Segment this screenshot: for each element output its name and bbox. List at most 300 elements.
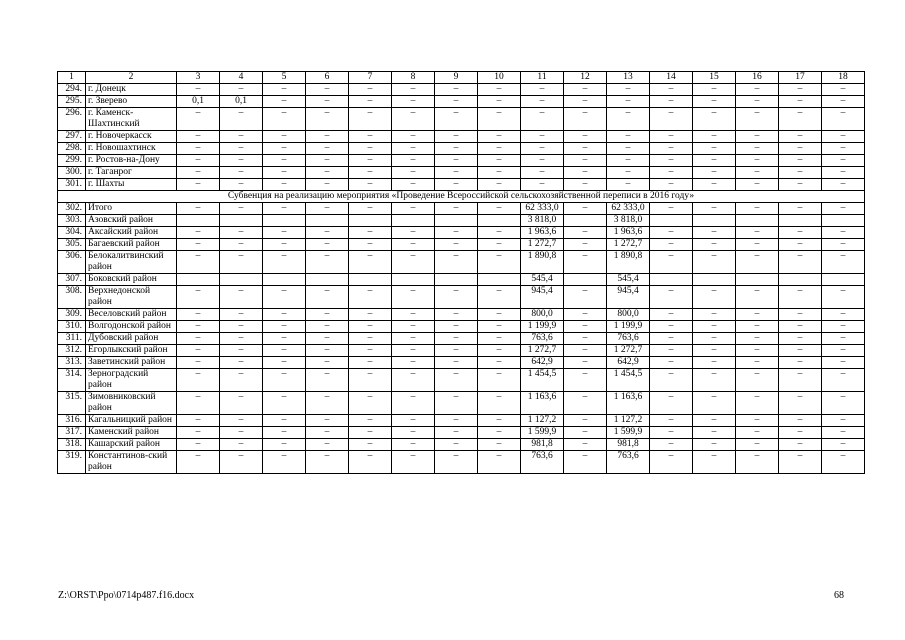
value-cell: – bbox=[478, 392, 521, 415]
row-name: Константинов-ский район bbox=[86, 451, 177, 474]
table-row bbox=[58, 155, 865, 167]
value-cell: – bbox=[392, 203, 435, 215]
value-cell: – bbox=[478, 427, 521, 439]
value-cell: – bbox=[779, 392, 822, 415]
value-cell: – bbox=[263, 392, 306, 415]
value-cell: 3 818,0 bbox=[607, 215, 650, 227]
row-number: 297. bbox=[58, 131, 86, 143]
value-cell: 763,6 bbox=[607, 333, 650, 345]
value-cell bbox=[564, 215, 607, 227]
value-cell: – bbox=[822, 415, 865, 427]
table-row bbox=[58, 286, 865, 309]
value-cell bbox=[736, 215, 779, 227]
value-cell: – bbox=[435, 392, 478, 415]
value-cell: – bbox=[306, 239, 349, 251]
value-cell: – bbox=[220, 239, 263, 251]
table-row bbox=[58, 333, 865, 345]
value-cell: – bbox=[564, 239, 607, 251]
value-cell: – bbox=[435, 345, 478, 357]
row-number: 316. bbox=[58, 415, 86, 427]
value-cell: – bbox=[693, 427, 736, 439]
value-cell: – bbox=[478, 143, 521, 155]
value-cell bbox=[650, 215, 693, 227]
column-header: 11 bbox=[521, 72, 564, 84]
value-cell: – bbox=[564, 155, 607, 167]
value-cell: 1 599,9 bbox=[607, 427, 650, 439]
row-number: 311. bbox=[58, 333, 86, 345]
value-cell: – bbox=[263, 345, 306, 357]
value-cell: – bbox=[177, 427, 220, 439]
value-cell: – bbox=[392, 392, 435, 415]
value-cell: 1 272,7 bbox=[607, 345, 650, 357]
value-cell: 1 272,7 bbox=[521, 345, 564, 357]
value-cell: – bbox=[263, 84, 306, 96]
value-cell: – bbox=[478, 309, 521, 321]
table-row bbox=[58, 131, 865, 143]
value-cell: – bbox=[564, 333, 607, 345]
value-cell: – bbox=[779, 227, 822, 239]
value-cell: – bbox=[478, 321, 521, 333]
value-cell: – bbox=[693, 369, 736, 392]
value-cell: – bbox=[306, 309, 349, 321]
value-cell: – bbox=[220, 439, 263, 451]
value-cell: – bbox=[650, 143, 693, 155]
value-cell: – bbox=[779, 439, 822, 451]
value-cell: – bbox=[349, 155, 392, 167]
table-row bbox=[58, 309, 865, 321]
value-cell: – bbox=[177, 227, 220, 239]
column-header: 8 bbox=[392, 72, 435, 84]
value-cell: – bbox=[693, 333, 736, 345]
row-number: 313. bbox=[58, 357, 86, 369]
row-name: г. Ростов-на-Дону bbox=[86, 155, 177, 167]
table-row bbox=[58, 415, 865, 427]
value-cell: – bbox=[650, 357, 693, 369]
value-cell: – bbox=[220, 167, 263, 179]
value-cell: – bbox=[220, 415, 263, 427]
column-header: 18 bbox=[822, 72, 865, 84]
value-cell: – bbox=[478, 167, 521, 179]
value-cell: – bbox=[564, 415, 607, 427]
column-header: 12 bbox=[564, 72, 607, 84]
row-number: 294. bbox=[58, 84, 86, 96]
value-cell: – bbox=[736, 321, 779, 333]
value-cell: – bbox=[263, 143, 306, 155]
value-cell: – bbox=[736, 167, 779, 179]
value-cell: – bbox=[736, 179, 779, 191]
value-cell: – bbox=[607, 155, 650, 167]
value-cell: 800,0 bbox=[607, 309, 650, 321]
row-number: 296. bbox=[58, 108, 86, 131]
value-cell: – bbox=[478, 155, 521, 167]
value-cell bbox=[392, 215, 435, 227]
value-cell: – bbox=[263, 179, 306, 191]
value-cell: – bbox=[564, 345, 607, 357]
value-cell: – bbox=[779, 309, 822, 321]
value-cell: – bbox=[779, 369, 822, 392]
value-cell bbox=[435, 215, 478, 227]
value-cell: – bbox=[220, 131, 263, 143]
value-cell: – bbox=[736, 309, 779, 321]
value-cell: – bbox=[564, 84, 607, 96]
value-cell: – bbox=[392, 439, 435, 451]
value-cell: – bbox=[736, 239, 779, 251]
value-cell: – bbox=[650, 415, 693, 427]
value-cell bbox=[177, 215, 220, 227]
value-cell: – bbox=[220, 333, 263, 345]
value-cell: 3 818,0 bbox=[521, 215, 564, 227]
row-number: 317. bbox=[58, 427, 86, 439]
value-cell: – bbox=[435, 227, 478, 239]
value-cell: – bbox=[435, 179, 478, 191]
column-header: 15 bbox=[693, 72, 736, 84]
value-cell: – bbox=[736, 415, 779, 427]
value-cell: 642,9 bbox=[607, 357, 650, 369]
value-cell: – bbox=[435, 357, 478, 369]
value-cell: – bbox=[177, 131, 220, 143]
value-cell: 1 199,9 bbox=[607, 321, 650, 333]
value-cell: – bbox=[435, 108, 478, 131]
value-cell: – bbox=[478, 286, 521, 309]
value-cell bbox=[392, 274, 435, 286]
value-cell: – bbox=[650, 439, 693, 451]
value-cell: – bbox=[607, 96, 650, 108]
value-cell: – bbox=[177, 203, 220, 215]
row-name: Аксайский район bbox=[86, 227, 177, 239]
value-cell: – bbox=[822, 286, 865, 309]
value-cell: – bbox=[392, 143, 435, 155]
value-cell: – bbox=[779, 203, 822, 215]
value-cell: – bbox=[306, 251, 349, 274]
value-cell: 1 890,8 bbox=[607, 251, 650, 274]
value-cell: – bbox=[478, 415, 521, 427]
value-cell: – bbox=[177, 179, 220, 191]
table-row bbox=[58, 227, 865, 239]
value-cell bbox=[650, 274, 693, 286]
value-cell: 1 272,7 bbox=[607, 239, 650, 251]
value-cell: – bbox=[779, 415, 822, 427]
value-cell: – bbox=[564, 251, 607, 274]
column-header: 5 bbox=[263, 72, 306, 84]
table-row bbox=[58, 251, 865, 274]
value-cell: 1 963,6 bbox=[607, 227, 650, 239]
row-name: Боковский район bbox=[86, 274, 177, 286]
value-cell: – bbox=[564, 108, 607, 131]
table-row bbox=[58, 345, 865, 357]
value-cell: – bbox=[435, 203, 478, 215]
row-name: Азовский район bbox=[86, 215, 177, 227]
value-cell: – bbox=[220, 357, 263, 369]
column-header: 2 bbox=[86, 72, 177, 84]
value-cell: – bbox=[306, 286, 349, 309]
value-cell: – bbox=[435, 131, 478, 143]
row-number: 298. bbox=[58, 143, 86, 155]
value-cell: – bbox=[349, 251, 392, 274]
table-row bbox=[58, 96, 865, 108]
row-number: 312. bbox=[58, 345, 86, 357]
value-cell: – bbox=[263, 415, 306, 427]
value-cell: – bbox=[177, 439, 220, 451]
value-cell bbox=[263, 215, 306, 227]
value-cell: – bbox=[263, 155, 306, 167]
value-cell: – bbox=[392, 96, 435, 108]
value-cell: 1 599,9 bbox=[521, 427, 564, 439]
value-cell: – bbox=[392, 108, 435, 131]
value-cell: – bbox=[349, 427, 392, 439]
value-cell: – bbox=[736, 108, 779, 131]
value-cell: – bbox=[220, 286, 263, 309]
value-cell: 763,6 bbox=[607, 451, 650, 474]
value-cell: – bbox=[779, 108, 822, 131]
value-cell: 1 163,6 bbox=[521, 392, 564, 415]
value-cell: – bbox=[693, 131, 736, 143]
table-row bbox=[58, 84, 865, 96]
value-cell: – bbox=[650, 286, 693, 309]
value-cell: – bbox=[220, 392, 263, 415]
value-cell: – bbox=[779, 179, 822, 191]
value-cell: – bbox=[349, 131, 392, 143]
value-cell: – bbox=[693, 167, 736, 179]
value-cell: – bbox=[220, 427, 263, 439]
value-cell: – bbox=[822, 321, 865, 333]
value-cell: – bbox=[306, 167, 349, 179]
value-cell: – bbox=[822, 392, 865, 415]
value-cell: – bbox=[177, 239, 220, 251]
value-cell bbox=[822, 215, 865, 227]
value-cell: – bbox=[564, 143, 607, 155]
value-cell: – bbox=[607, 143, 650, 155]
value-cell: – bbox=[349, 309, 392, 321]
value-cell: 545,4 bbox=[607, 274, 650, 286]
value-cell: – bbox=[263, 131, 306, 143]
value-cell: – bbox=[822, 155, 865, 167]
value-cell: – bbox=[435, 451, 478, 474]
value-cell: – bbox=[306, 415, 349, 427]
value-cell: – bbox=[779, 321, 822, 333]
value-cell: – bbox=[177, 84, 220, 96]
value-cell: – bbox=[478, 333, 521, 345]
value-cell: – bbox=[736, 345, 779, 357]
value-cell: 0,1 bbox=[220, 96, 263, 108]
value-cell: – bbox=[693, 155, 736, 167]
row-number: 310. bbox=[58, 321, 86, 333]
value-cell: – bbox=[177, 415, 220, 427]
value-cell bbox=[349, 274, 392, 286]
table-row bbox=[58, 215, 865, 227]
value-cell: – bbox=[435, 251, 478, 274]
value-cell: – bbox=[650, 321, 693, 333]
value-cell: – bbox=[822, 239, 865, 251]
value-cell: – bbox=[693, 108, 736, 131]
value-cell: – bbox=[220, 179, 263, 191]
value-cell: – bbox=[220, 108, 263, 131]
value-cell: – bbox=[650, 167, 693, 179]
table-row bbox=[58, 427, 865, 439]
value-cell: – bbox=[306, 155, 349, 167]
value-cell: – bbox=[349, 321, 392, 333]
value-cell: – bbox=[693, 179, 736, 191]
value-cell: – bbox=[822, 203, 865, 215]
value-cell bbox=[736, 274, 779, 286]
value-cell: – bbox=[564, 131, 607, 143]
value-cell: – bbox=[435, 96, 478, 108]
value-cell: 62 333,0 bbox=[521, 203, 564, 215]
table-row bbox=[58, 274, 865, 286]
value-cell: – bbox=[564, 392, 607, 415]
row-name: г. Зверево bbox=[86, 96, 177, 108]
value-cell: – bbox=[392, 155, 435, 167]
row-number: 301. bbox=[58, 179, 86, 191]
value-cell: 981,8 bbox=[521, 439, 564, 451]
value-cell: – bbox=[478, 108, 521, 131]
value-cell: – bbox=[263, 286, 306, 309]
value-cell: – bbox=[306, 451, 349, 474]
value-cell: – bbox=[564, 357, 607, 369]
value-cell: – bbox=[521, 131, 564, 143]
value-cell: – bbox=[306, 96, 349, 108]
value-cell: – bbox=[650, 251, 693, 274]
row-name: Заветинский район bbox=[86, 357, 177, 369]
value-cell: – bbox=[392, 451, 435, 474]
column-header: 17 bbox=[779, 72, 822, 84]
value-cell: – bbox=[220, 155, 263, 167]
value-cell: – bbox=[564, 451, 607, 474]
value-cell: – bbox=[822, 108, 865, 131]
value-cell bbox=[822, 274, 865, 286]
value-cell: 763,6 bbox=[521, 333, 564, 345]
value-cell: – bbox=[435, 167, 478, 179]
value-cell: – bbox=[220, 451, 263, 474]
row-name: Кашарский район bbox=[86, 439, 177, 451]
value-cell: – bbox=[177, 451, 220, 474]
value-cell: – bbox=[349, 227, 392, 239]
table-row bbox=[58, 167, 865, 179]
value-cell: – bbox=[263, 239, 306, 251]
value-cell: – bbox=[478, 251, 521, 274]
column-header: 6 bbox=[306, 72, 349, 84]
value-cell: – bbox=[306, 369, 349, 392]
value-cell: – bbox=[478, 203, 521, 215]
value-cell: – bbox=[435, 239, 478, 251]
value-cell: – bbox=[650, 345, 693, 357]
value-cell: – bbox=[478, 227, 521, 239]
row-number: 303. bbox=[58, 215, 86, 227]
row-name: Белокалитвинский район bbox=[86, 251, 177, 274]
table-row bbox=[58, 321, 865, 333]
value-cell: – bbox=[263, 439, 306, 451]
value-cell: – bbox=[349, 203, 392, 215]
value-cell: 1 199,9 bbox=[521, 321, 564, 333]
row-name: Егорлыкский район bbox=[86, 345, 177, 357]
value-cell: – bbox=[435, 427, 478, 439]
row-number: 299. bbox=[58, 155, 86, 167]
value-cell: – bbox=[693, 439, 736, 451]
value-cell: – bbox=[263, 251, 306, 274]
value-cell: – bbox=[349, 345, 392, 357]
table-row bbox=[58, 369, 865, 392]
row-name: Веселовский район bbox=[86, 309, 177, 321]
value-cell: – bbox=[306, 321, 349, 333]
value-cell: – bbox=[564, 96, 607, 108]
value-cell: – bbox=[693, 451, 736, 474]
value-cell: – bbox=[349, 392, 392, 415]
value-cell: – bbox=[650, 108, 693, 131]
value-cell: 1 127,2 bbox=[607, 415, 650, 427]
table-row bbox=[58, 143, 865, 155]
value-cell bbox=[779, 274, 822, 286]
value-cell: – bbox=[435, 286, 478, 309]
value-cell: – bbox=[263, 108, 306, 131]
value-cell: – bbox=[478, 369, 521, 392]
row-number: 319. bbox=[58, 451, 86, 474]
value-cell: – bbox=[693, 251, 736, 274]
value-cell: – bbox=[822, 439, 865, 451]
value-cell: – bbox=[392, 427, 435, 439]
value-cell: – bbox=[564, 227, 607, 239]
value-cell: – bbox=[349, 415, 392, 427]
value-cell: – bbox=[392, 321, 435, 333]
value-cell: – bbox=[564, 439, 607, 451]
value-cell: – bbox=[263, 357, 306, 369]
value-cell: – bbox=[650, 227, 693, 239]
value-cell: – bbox=[650, 333, 693, 345]
value-cell: – bbox=[779, 155, 822, 167]
value-cell: – bbox=[779, 131, 822, 143]
value-cell bbox=[693, 274, 736, 286]
value-cell: – bbox=[220, 251, 263, 274]
value-cell: – bbox=[306, 143, 349, 155]
value-cell: – bbox=[779, 427, 822, 439]
value-cell: – bbox=[263, 203, 306, 215]
value-cell bbox=[349, 215, 392, 227]
value-cell: – bbox=[693, 321, 736, 333]
value-cell: 545,4 bbox=[521, 274, 564, 286]
value-cell: – bbox=[349, 143, 392, 155]
value-cell: – bbox=[779, 84, 822, 96]
value-cell: – bbox=[564, 286, 607, 309]
value-cell: – bbox=[736, 155, 779, 167]
value-cell: – bbox=[822, 309, 865, 321]
value-cell: – bbox=[478, 84, 521, 96]
value-cell: 1 127,2 bbox=[521, 415, 564, 427]
value-cell: – bbox=[650, 155, 693, 167]
value-cell: – bbox=[521, 143, 564, 155]
value-cell: – bbox=[779, 96, 822, 108]
value-cell: – bbox=[478, 357, 521, 369]
value-cell: – bbox=[822, 131, 865, 143]
value-cell: – bbox=[349, 108, 392, 131]
value-cell: – bbox=[177, 309, 220, 321]
value-cell: – bbox=[521, 179, 564, 191]
value-cell: – bbox=[564, 309, 607, 321]
table-row bbox=[58, 357, 865, 369]
row-name: Зимовниковский район bbox=[86, 392, 177, 415]
value-cell: – bbox=[220, 227, 263, 239]
value-cell: – bbox=[306, 439, 349, 451]
header-row bbox=[58, 72, 865, 84]
table-row bbox=[58, 392, 865, 415]
value-cell: – bbox=[349, 167, 392, 179]
value-cell: – bbox=[736, 333, 779, 345]
value-cell: 1 454,5 bbox=[607, 369, 650, 392]
value-cell: – bbox=[822, 227, 865, 239]
value-cell: – bbox=[650, 392, 693, 415]
value-cell: – bbox=[478, 439, 521, 451]
row-name: Кагальницкий район bbox=[86, 415, 177, 427]
value-cell: – bbox=[392, 131, 435, 143]
column-header: 14 bbox=[650, 72, 693, 84]
value-cell: 945,4 bbox=[521, 286, 564, 309]
